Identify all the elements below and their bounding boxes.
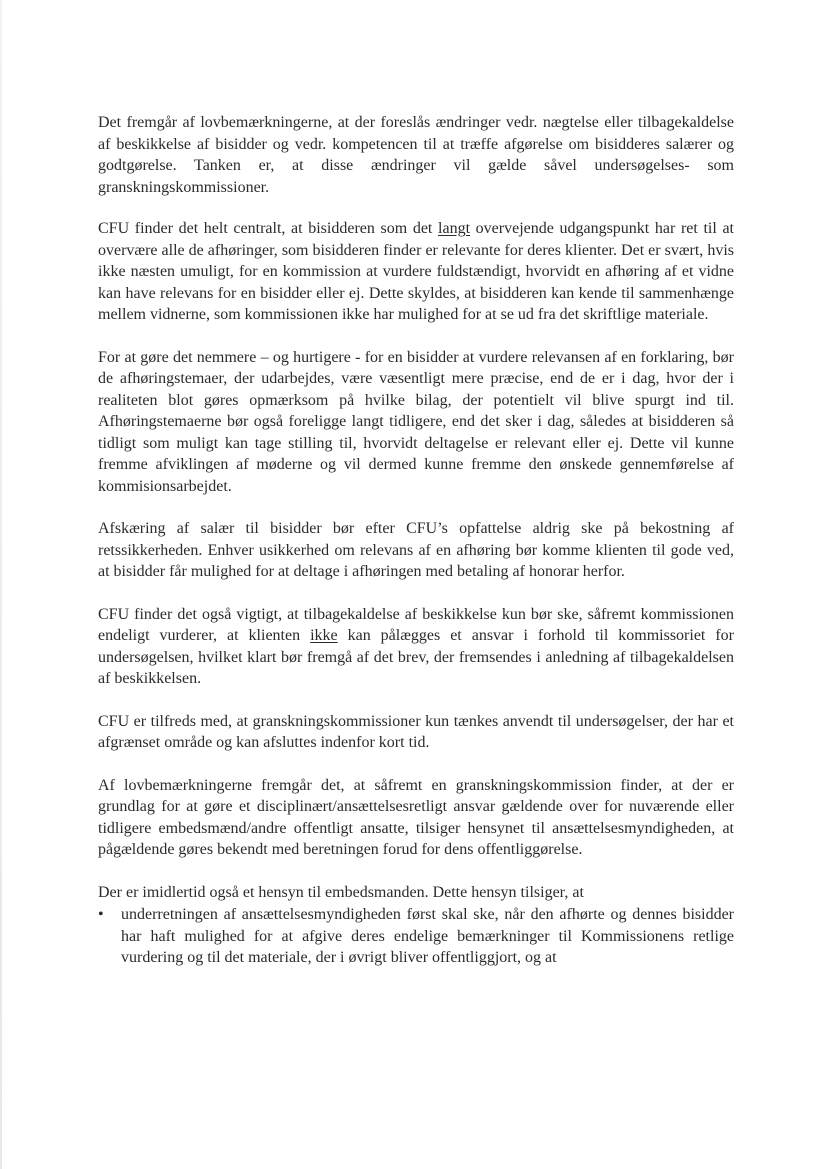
paragraph-text: overvejende udgangspunkt har ret til at overvære alle de afhøringer, som bisidderen finder er relevante for deres klienter. Det er svært, hvis ikke næsten umuligt, for en kommission at vurdere fuldstændigt, hvorvidt en afhøring af et vidne kan have relevans for en bisidder eller ej. Dette skyldes, at bisidderen kan kende til sammenhænge mellem vidnerne, som kommissionen ikke har mulighed for at se ud fra det skriftlige materiale. — [98, 220, 734, 323]
bullet-list — [98, 904, 734, 969]
bullet-text: underretningen af ansættelsesmyndigheden først skal ske, når den afhørte og dennes bisidder har haft mulighed for at afgive deres endelige bemærkninger til Kommissionens retlige vurdering og til det materiale, der i øvrigt bliver offentliggjort, og at — [121, 906, 734, 966]
paragraph-text: kan pålægges et ansvar i forhold til kommissoriet for undersøgelsen, hvilket klart bør fremgå af det brev, der fremsendes i anledning af tilbagekaldelsen af beskikkelsen. — [98, 627, 734, 687]
paragraph-text: CFU finder det helt centralt, at bisidderen som det — [98, 220, 439, 237]
body-paragraph — [98, 604, 734, 690]
underlined-emphasis: langt — [438, 220, 471, 237]
body-paragraph — [98, 112, 734, 198]
paragraph-text: CFU finder det også vigtigt, at tilbagekaldelse af beskikkelse kun bør ske, såfremt kommissionen endeligt vurderer, at klienten — [98, 605, 734, 644]
closing-intro: Der er imidlertid også et hensyn til embedsmanden. Dette hensyn tilsiger, at — [98, 883, 584, 901]
letter-body — [98, 112, 734, 969]
paragraph-text: Det fremgår af lovbemærkningerne, at der foreslås ændringer vedr. nægtelse eller tilbagekaldelse af beskikkelse af bisidder og vedr. kompetencen til at træffe afgørelse om bisidderes salærer og godtgørelse. Tanken er, at disse ændringer vil gælde såvel undersøgelses- som granskningskommissioner. — [98, 114, 734, 196]
body-paragraph — [98, 218, 734, 326]
paragraph-text: Afskæring af salær til bisidder bør efter CFU’s opfattelse aldrig ske på bekostning af retssikkerheden. Enhver usikkerhed om relevans af en afhøring bør komme klienten til gode ved, at bisidder får mulighed for at deltage i afhøringen med betaling af honorar herfor. — [98, 520, 734, 580]
body-paragraph — [98, 518, 734, 583]
paragraph-text: CFU er tilfreds med, at granskningskommissioner kun tænkes anvendt til undersøgelser, der har et afgrænset område og kan afsluttes indenfor kort tid. — [98, 712, 734, 751]
paragraph-text: For at gøre det nemmere – og hurtigere - for en bisidder at vurdere relevansen af en forklaring, bør de afhøringstemaer, der udarbejdes, være væsentligt mere præcise, end de er i dag, hvor der i realiteten blot gøres opmærksom på hvilke bilag, der potentielt vil blive spurgt ind til. Afhøringstemaerne bør også foreligge langt tidligere, end det sker i dag, således at bisidderen så tidligt som muligt kan tage stilling til, hvorvidt deltagelse er relevant eller ej. Dette vil kunne fremme afviklingen af møderne og vil dermed kunne fremme den ønskede gennemførelse af kommisionsarbejdet. — [98, 348, 734, 495]
bullet-marker: • — [98, 906, 104, 923]
body-paragraph — [98, 711, 734, 754]
scan-edge — [0, 0, 2, 1169]
body-paragraph — [98, 775, 734, 861]
body-paragraph — [98, 347, 734, 498]
paragraph-text: Af lovbemærkningerne fremgår det, at såfremt en granskningskommission finder, at der er grundlag for at gøre et disciplinært/ansættelsesretligt ansvar gældende over for nuværende eller tidligere embedsmænd/andre offentligt ansatte, tilsiger hensynet til ansættelsesmyndigheden, at pågældende gøres bekendt med beretningen forud for dens offentliggørelse. — [98, 776, 734, 858]
underlined-emphasis: ikke — [310, 627, 338, 644]
paragraph-list — [98, 112, 734, 861]
bullet-item — [98, 904, 734, 969]
